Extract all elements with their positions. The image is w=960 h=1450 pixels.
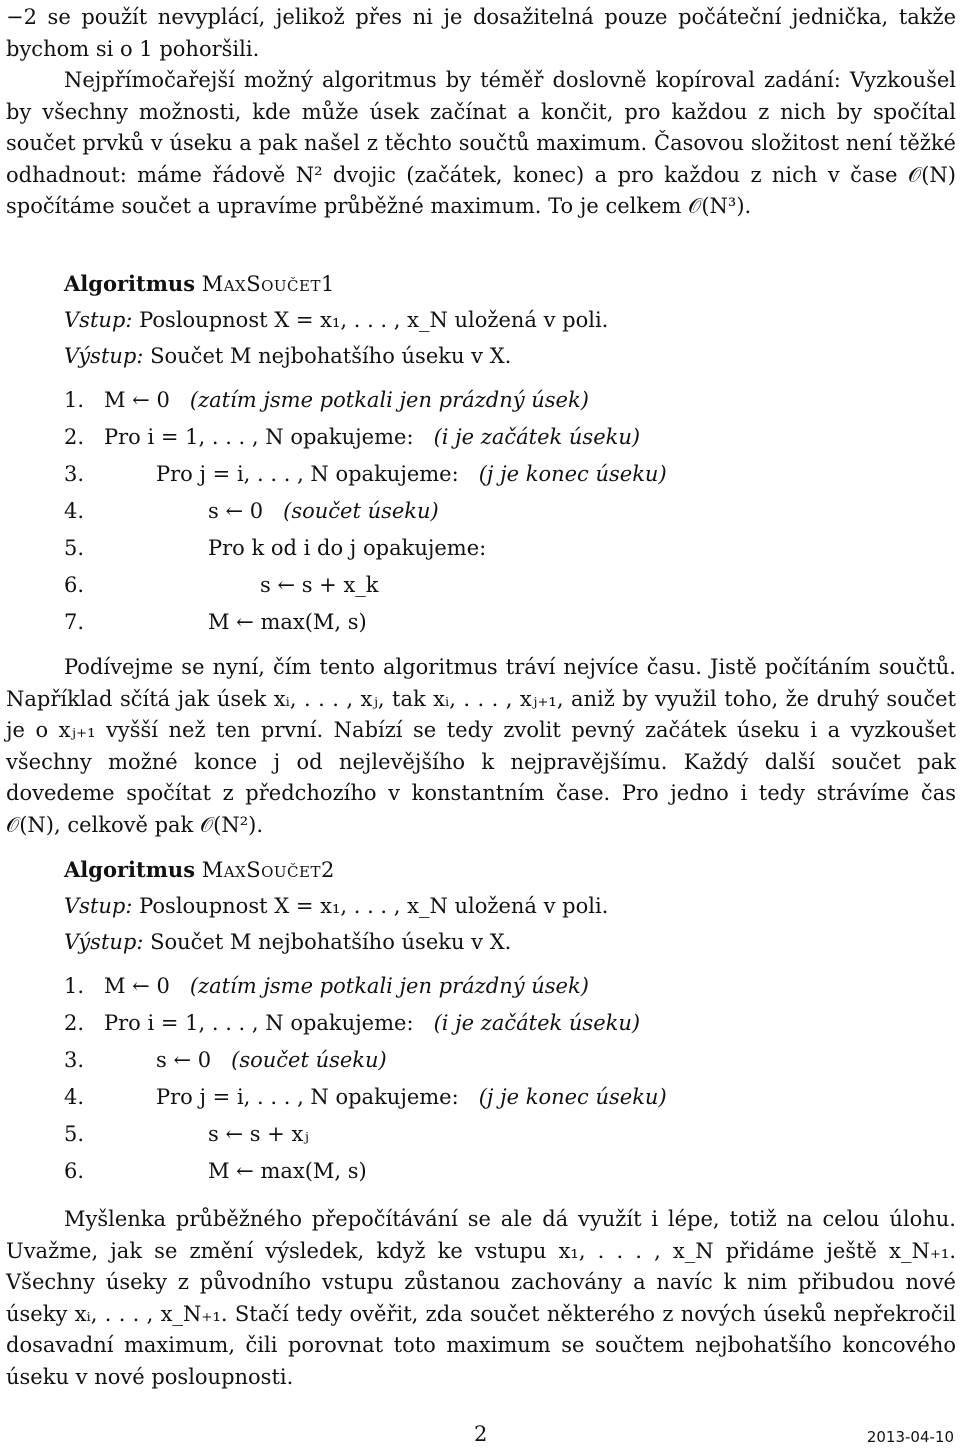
output-text: Součet M nejbohatšího úseku v X. xyxy=(150,344,512,368)
algorithm-title xyxy=(64,852,944,888)
algorithm-name: MaxSoučet2 xyxy=(201,858,335,882)
input-text: Posloupnost X = x₁, . . . , x_N uložená v poli. xyxy=(139,894,609,918)
algorithm-step: 5. Pro k od i do j opakujeme: xyxy=(64,536,487,560)
algorithm-step: 1. M ← 0 (zatím jsme potkali jen prázdný úsek) xyxy=(64,974,589,998)
output-label: Výstup: xyxy=(64,344,144,368)
algorithm-output xyxy=(64,924,944,960)
algorithm-step: 2. Pro i = 1, . . . , N opakujeme: (i je začátek úseku) xyxy=(64,1011,641,1035)
algorithm-step: 6. M ← max(M, s) xyxy=(64,1159,367,1183)
algorithm-step: 3. Pro j = i, . . . , N opakujeme: (j je konec úseku) xyxy=(64,462,667,486)
algorithm-keyword: Algoritmus xyxy=(64,271,196,296)
algorithm-block-2 xyxy=(64,852,944,1190)
algorithm-step: 4. s ← 0 (součet úseku) xyxy=(64,499,439,523)
algorithm-step: 2. Pro i = 1, . . . , N opakujeme: (i je začátek úseku) xyxy=(64,425,641,449)
output-text: Součet M nejbohatšího úseku v X. xyxy=(150,930,512,954)
page-footer xyxy=(0,1422,960,1450)
algorithm-steps xyxy=(64,968,944,1190)
algorithm-keyword: Algoritmus xyxy=(64,857,196,882)
page-number: 2 xyxy=(474,1422,488,1446)
algorithm-block-1 xyxy=(64,266,944,641)
algorithm-input xyxy=(64,302,944,338)
algorithm-input xyxy=(64,888,944,924)
output-label: Výstup: xyxy=(64,930,144,954)
footer-date: 2013-04-10 xyxy=(866,1428,954,1446)
algorithm-output xyxy=(64,338,944,374)
algorithm-steps xyxy=(64,382,944,641)
paragraph-linear-idea: Myšlenka průběžného přepočítávání se ale dá využít i lépe, totiž na celou úlohu. Uvažme, jak se změní výsledek, když ke vstupu x₁, . . . , x_N přidáme ještě x_N₊₁. Všechny úseky z původního vstupu zůstanou zachovány a navíc k nim přibudou nové úseky xᵢ, . . . , x_N₊₁. Stačí tedy ověřit, zda součet některého z nových úseků nepřekročil dosavadní maximum, čili porovnat toto maximum se součtem nejbohatšího koncového úseku v nové posloupnosti. xyxy=(6,1207,956,1389)
paragraph-optimization: Podívejme se nyní, čím tento algoritmus tráví nejvíce času. Jistě počítáním součtů. Například sčítá jak úsek xᵢ, . . . , xⱼ, tak xᵢ, . . . , xⱼ₊₁, aniž by využil toho, že druhý součet je o xⱼ₊₁ vyšší než ten první. Nabízí se tedy zvolit pevný začátek úseku i a vyzkoušet všechny možné konce j od nejlevějšího k nejpravějšímu. Každý další součet pak dovedeme spočítat z předchozího v konstantním čase. Pro jedno i tedy strávíme čas 𝒪(N), celkově pak 𝒪(N²). xyxy=(6,655,956,837)
algorithm-step: 1. M ← 0 (zatím jsme potkali jen prázdný úsek) xyxy=(64,388,589,412)
algorithm-step: 5. s ← s + xⱼ xyxy=(64,1122,309,1146)
input-text: Posloupnost X = x₁, . . . , x_N uložená v poli. xyxy=(139,308,609,332)
algorithm-step: 6. s ← s + x_k xyxy=(64,573,379,597)
paragraph-naive-algorithm: Nejpřímočařejší možný algoritmus by téměř doslovně kopíroval zadání: Vyzkoušel by všechny možnosti, kde může úsek začínat a končit, pro každou z nich by spočítal součet prvků v úseku a pak našel z těchto součtů maximum. Časovou složitost není těžké odhadnout: máme řádově N² dvojic (začátek, konec) a pro každou z nich v čase 𝒪(N) spočítáme součet a upravíme průběžné maximum. To je celkem 𝒪(N³). xyxy=(6,68,956,218)
algorithm-step: 3. s ← 0 (součet úseku) xyxy=(64,1048,387,1072)
input-label: Vstup: xyxy=(64,308,133,332)
algorithm-step: 4. Pro j = i, . . . , N opakujeme: (j je konec úseku) xyxy=(64,1085,667,1109)
algorithm-name: MaxSoučet1 xyxy=(201,272,335,296)
algorithm-step: 7. M ← max(M, s) xyxy=(64,610,367,634)
paragraph-intro: −2 se použít nevyplácí, jelikož přes ni je dosažitelná pouze počáteční jednička, takže bychom si o 1 pohoršili. xyxy=(6,5,956,61)
algorithm-title xyxy=(64,266,944,302)
input-label: Vstup: xyxy=(64,894,133,918)
